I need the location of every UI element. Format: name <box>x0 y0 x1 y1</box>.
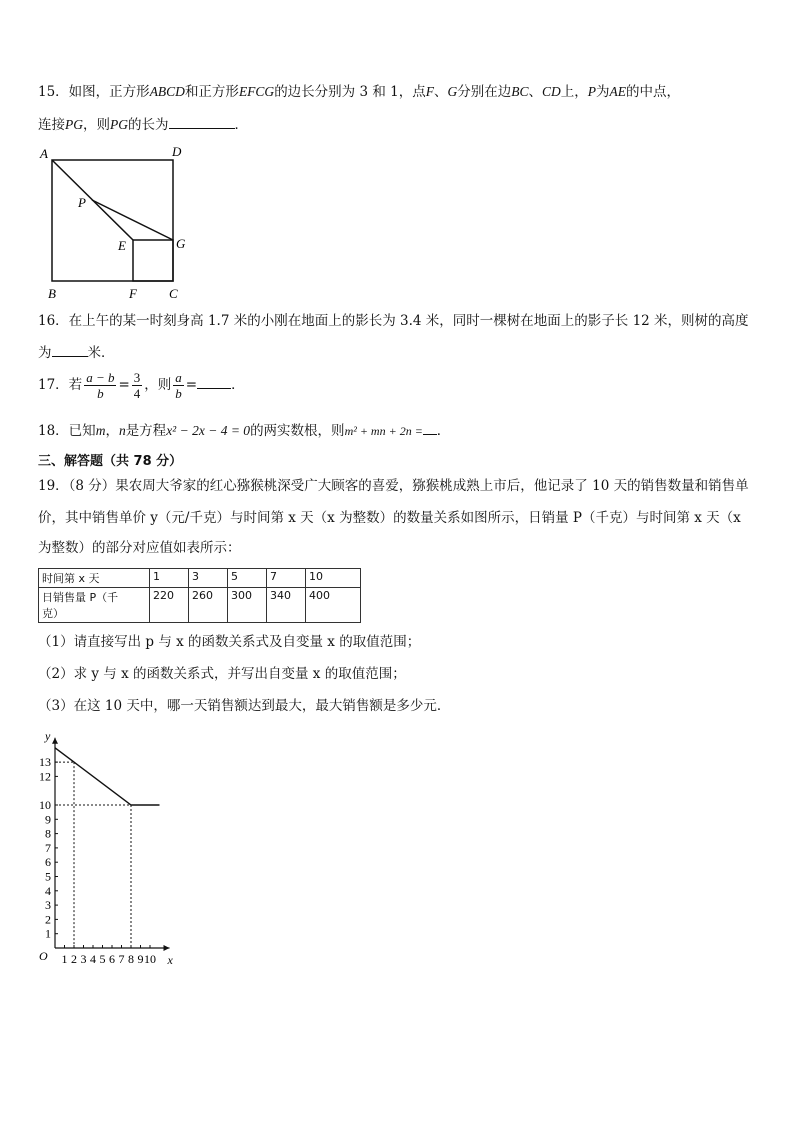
q19-line2: 价，其中销售单价 y（元/千克）与时间第 x 天（x 为整数）的数量关系如图所示，日销量 P（千克）与时间第 x 天（x <box>38 510 741 526</box>
x-tick-label: 9 <box>137 952 144 966</box>
label-g: G <box>176 236 186 251</box>
sales-table <box>38 568 361 623</box>
expression: m² + mn + 2n = <box>344 424 423 438</box>
x-tick-label: 10 <box>144 952 156 966</box>
y-tick-label: 2 <box>45 912 51 927</box>
q19-line3: 为整数）的部分对应值如表所示： <box>38 540 241 556</box>
section-title: 三、解答题（共 78 分） <box>38 454 183 469</box>
y-tick-label: 13 <box>39 755 51 770</box>
label-b: B <box>48 286 56 301</box>
table-cell: 400 <box>306 588 361 623</box>
table-cell: 3 <box>189 569 228 588</box>
table-cell: 300 <box>228 588 267 623</box>
q19-sub2: （2）求 y 与 x 的函数关系式，并写出自变量 x 的取值范围； <box>38 666 406 682</box>
x-tick-label: 1 <box>61 952 68 966</box>
q15-line1: 15．如图，正方形ABCD和正方形EFCG的边长分别为 3 和 1，点F、G分别在边BC、CD上，P为AE的中点， <box>38 84 681 100</box>
label-d: D <box>172 144 182 159</box>
y-axis-arrow <box>52 738 58 744</box>
fraction-a-over-b: $\frac{a}{b}$ <box>175 370 182 401</box>
x-axis-label: x <box>167 953 173 967</box>
q18-line: 18．已知m，n是方程x² − 2x − 4 = 0的两实数根，则m² + mn + 2n = ． <box>38 420 450 441</box>
fraction-a-minus-b-over-b: $\frac{a - b}{b}$ <box>86 370 115 401</box>
label-p: P <box>78 195 86 210</box>
y-tick-label: 8 <box>45 826 51 841</box>
x-tick-label: 2 <box>71 952 77 966</box>
y-tick-label: 6 <box>45 855 51 870</box>
table-header-day: 时间第 x 天 <box>39 569 150 588</box>
y-tick-label: 7 <box>45 840 51 855</box>
y-axis-label: y <box>45 728 51 743</box>
q19-line1: 19．（8 分）果农周大爷家的红心猕猴桃深受广大顾客的喜爱，猕猴桃成熟上市后，他记录了 10 天的销售数量和销售单 <box>38 478 749 494</box>
label-a: A <box>40 146 48 161</box>
answer-blank-18[interactable] <box>423 420 437 435</box>
answer-blank-16[interactable] <box>52 342 88 357</box>
y-tick-label: 4 <box>45 883 51 898</box>
answer-blank-17[interactable] <box>197 374 231 389</box>
q19-sub3: （3）在这 10 天中，哪一天销售额达到最大，最大销售额是多少元． <box>38 698 451 714</box>
y-tick-label: 3 <box>45 898 51 913</box>
table-row <box>39 588 361 623</box>
q15-line2: 连接PG，则PG的长为 ． <box>38 114 248 135</box>
y-tick-label: 1 <box>45 926 51 941</box>
q16-line1: 16．在上午的某一时刻身高 1.7 米的小刚在地面上的影长为 3.4 米，同时一棵树在地面上的影子长 12 米，则树的高度 <box>38 313 749 329</box>
x-tick-label: 7 <box>118 952 125 966</box>
segment-pg <box>92 200 173 240</box>
price-time-chart <box>30 720 230 970</box>
y-tick-label: 10 <box>39 798 51 812</box>
x-tick-label: 6 <box>109 952 115 966</box>
x-tick-label: 3 <box>80 952 87 966</box>
x-tick-label: 4 <box>90 952 96 966</box>
table-row <box>39 569 361 588</box>
series-line-y <box>55 748 160 805</box>
table-cell: 5 <box>228 569 267 588</box>
table-cell: 10 <box>306 569 361 588</box>
x-tick-label: 5 <box>99 952 106 966</box>
table-header-sales: 日销售量 P（千 克） <box>39 588 150 623</box>
q15-square-figure <box>36 142 196 302</box>
square-efcg <box>133 240 173 281</box>
table-cell: 1 <box>150 569 189 588</box>
y-tick-label: 9 <box>45 812 51 827</box>
label-e: E <box>118 238 126 253</box>
label-c: C <box>169 286 178 301</box>
table-cell: 340 <box>267 588 306 623</box>
fraction-3-over-4: $\frac{3}{4}$ <box>133 370 141 401</box>
table-cell: 220 <box>150 588 189 623</box>
x-tick-label: 8 <box>128 952 134 966</box>
table-cell: 7 <box>267 569 306 588</box>
table-cell: 260 <box>189 588 228 623</box>
label-f: F <box>129 286 137 301</box>
origin-label: O <box>39 949 48 963</box>
q19-sub1: （1）请直接写出 p 与 x 的函数关系式及自变量 x 的取值范围； <box>38 634 421 650</box>
q17-line: 17．若 $\frac{a - b}{b}$ = $\frac{3}{4}$ ，则 $\frac{a}{b}$ = ． <box>38 370 245 401</box>
y-tick-label: 5 <box>45 869 51 884</box>
q16-line2: 为 米． <box>38 342 115 363</box>
answer-blank-15[interactable] <box>169 114 235 129</box>
y-tick-label: 12 <box>39 769 51 784</box>
x-axis-arrow <box>164 945 170 951</box>
equation: x² − 2x − 4 = 0 <box>166 423 251 438</box>
